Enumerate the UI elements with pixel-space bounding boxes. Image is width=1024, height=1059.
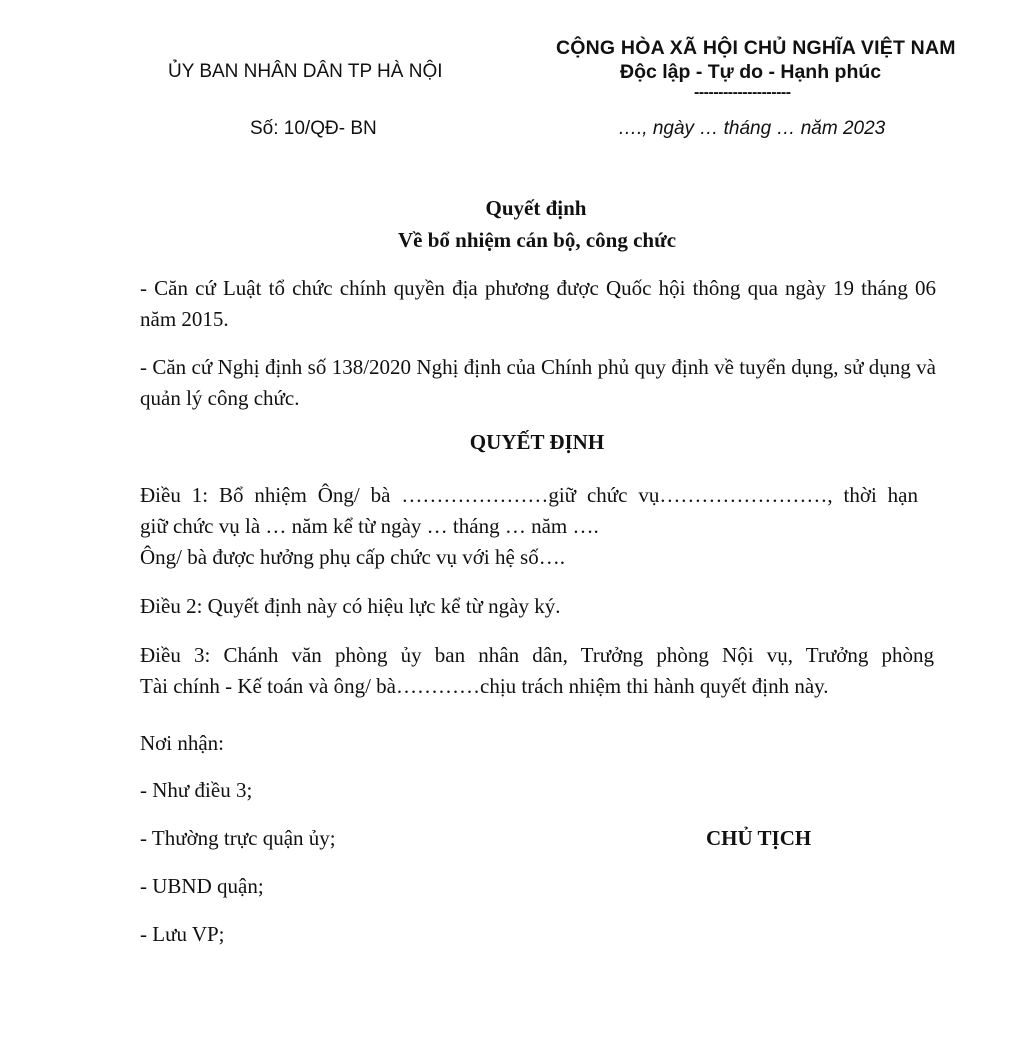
article-1-line-1: Điều 1: Bổ nhiệm Ông/ bà …………………giữ chức vụ……………………, thời hạn xyxy=(140,483,918,507)
recipient-item: - Như điều 3; xyxy=(140,778,253,802)
recipient-item: - UBND quận; xyxy=(140,874,264,898)
recipient-item: - Lưu VP; xyxy=(140,922,225,946)
document-number: Số: 10/QĐ- BN xyxy=(250,118,377,139)
article-1-line-2: giữ chức vụ là … năm kể từ ngày … tháng … năm …. xyxy=(140,514,599,538)
article-1-line-3: Ông/ bà được hưởng phụ cấp chức vụ với hệ số…. xyxy=(140,545,565,569)
decision-heading: QUYẾT ĐỊNH xyxy=(469,430,605,454)
country-name: CỘNG HÒA XÃ HỘI CHỦ NGHĨA VIỆT NAM xyxy=(556,37,956,59)
recipient-item: - Thường trực quận ủy; xyxy=(140,826,336,850)
document-subtitle: Về bổ nhiệm cán bộ, công chức xyxy=(397,228,677,252)
recipients-label: Nơi nhận: xyxy=(140,731,225,755)
article-2: Điều 2: Quyết định này có hiệu lực kể từ ngày ký. xyxy=(140,594,561,618)
national-motto: Độc lập - Tự do - Hạnh phúc xyxy=(620,61,882,83)
document-title: Quyết định xyxy=(485,196,587,220)
preamble-decree-basis: - Căn cứ Nghị định số 138/2020 Nghị định của Chính phủ quy định về tuyển dụng, sử dụng và quản lý công chức. xyxy=(140,355,936,410)
issuing-organization: ỦY BAN NHÂN DÂN TP HÀ NỘI xyxy=(168,61,443,82)
preamble-law-basis: - Căn cứ Luật tổ chức chính quyền địa phương được Quốc hội thông qua ngày 19 tháng 06 năm 2015. xyxy=(140,276,936,331)
signature-title: CHỦ TỊCH xyxy=(706,826,812,850)
place-and-date: …., ngày … tháng … năm 2023 xyxy=(618,118,886,139)
article-3-line-2: Tài chính - Kế toán và ông/ bà…………chịu trách nhiệm thi hành quyết định này. xyxy=(140,674,829,698)
header-separator: -------------------- xyxy=(694,84,791,101)
article-3-line-1: Điều 3: Chánh văn phòng ủy ban nhân dân, Trưởng phòng Nội vụ, Trưởng phòng xyxy=(140,643,934,667)
